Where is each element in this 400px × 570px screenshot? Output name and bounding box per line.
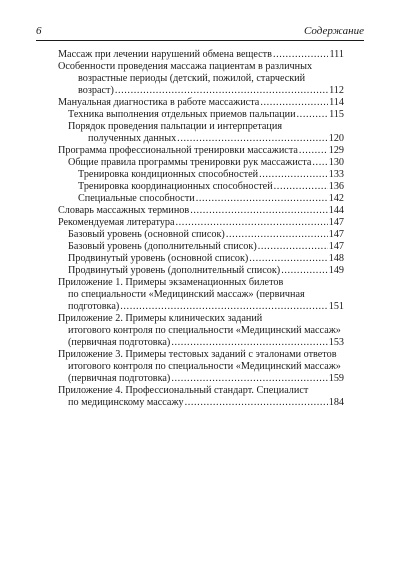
toc-entry[interactable] xyxy=(58,181,344,193)
toc-entry[interactable] xyxy=(58,313,344,349)
dot-leader xyxy=(171,337,327,349)
toc-entry[interactable] xyxy=(58,121,344,145)
toc-page-number: 120 xyxy=(328,133,344,144)
dot-leader xyxy=(249,253,327,265)
toc-page-number: 129 xyxy=(328,145,344,156)
toc-entry-title: Приложение 2. Примеры клинических заданий xyxy=(58,313,263,324)
toc-entry[interactable] xyxy=(58,277,344,313)
toc-entry[interactable] xyxy=(58,169,344,181)
section-title: Содержание xyxy=(303,25,364,37)
toc-page-number: 114 xyxy=(329,97,344,108)
toc-entry-title-cont: итогового контроля по специальности «Медицинский массаж» xyxy=(68,361,341,372)
dot-leader xyxy=(260,97,328,109)
toc-entry[interactable] xyxy=(58,241,344,253)
toc-entry-title: Словарь массажных терминов xyxy=(58,205,190,216)
toc-entry-title-cont: по медицинскому массажу xyxy=(68,397,184,408)
toc-entry-title: Мануальная диагностика в работе массажиста xyxy=(58,97,260,108)
dot-leader xyxy=(258,241,328,253)
toc-entry-title: Специальные способности xyxy=(78,193,195,204)
toc-entry-title-cont: подготовка) xyxy=(68,301,120,312)
toc-entry-title-cont: возраст) xyxy=(78,85,114,96)
toc-entry[interactable] xyxy=(58,109,344,121)
toc-entry-title: Базовый уровень (дополнительный список) xyxy=(68,241,257,252)
toc-page-number: 153 xyxy=(328,337,344,348)
toc-entry[interactable] xyxy=(58,193,344,205)
toc-entry[interactable] xyxy=(58,61,344,97)
toc-page-number: 184 xyxy=(328,397,344,408)
dot-leader xyxy=(120,301,327,313)
toc-entry[interactable] xyxy=(58,205,344,217)
toc-page-number: 151 xyxy=(328,301,344,312)
toc-entry-title-cont: (первичная подготовка) xyxy=(68,337,171,348)
toc-page-number: 147 xyxy=(328,241,344,252)
toc-entry-title: Продвинутый уровень (основной список) xyxy=(68,253,249,264)
toc-entry-title: Массаж при лечении нарушений обмена веществ xyxy=(58,49,272,60)
toc-entry-title: Приложение 4. Профессиональный стандарт. Специалист xyxy=(58,385,309,396)
toc-entry-title: Особенности проведения массажа пациентам в различных xyxy=(58,61,313,72)
dot-leader xyxy=(185,397,328,409)
toc-entry[interactable] xyxy=(58,265,344,277)
toc-entry-title: Продвинутый уровень (дополнительный список) xyxy=(68,265,281,276)
toc-entry[interactable] xyxy=(58,157,344,169)
toc-entry-title: Тренировка координационных способностей xyxy=(78,181,273,192)
dot-leader xyxy=(171,373,327,385)
toc-entry-title-cont: по специальности «Медицинский массаж» (первичная xyxy=(68,289,305,300)
header-rule xyxy=(36,40,364,41)
toc-entry[interactable] xyxy=(58,253,344,265)
toc-entry-title: Базовый уровень (основной список) xyxy=(68,229,225,240)
dot-leader xyxy=(312,157,327,169)
toc-page-number: 159 xyxy=(328,373,344,384)
table-of-contents xyxy=(58,49,344,409)
dot-leader xyxy=(273,49,329,61)
toc-entry-title: Техника выполнения отдельных приемов пальпации xyxy=(68,109,296,120)
dot-leader xyxy=(297,109,329,121)
toc-entry-title: Тренировка кондиционных способностей xyxy=(78,169,259,180)
dot-leader xyxy=(190,205,328,217)
toc-page-number: 144 xyxy=(328,205,344,216)
toc-entry[interactable] xyxy=(58,49,344,61)
dot-leader xyxy=(196,193,328,205)
toc-page-number: 133 xyxy=(328,169,344,180)
toc-entry-title-cont: возрастные периоды (детский, пожилой, старческий xyxy=(78,73,306,84)
dot-leader xyxy=(176,217,328,229)
dot-leader xyxy=(226,229,328,241)
toc-entry-title: Порядок проведения пальпации и интерпретация xyxy=(68,121,283,132)
toc-entry[interactable] xyxy=(58,229,344,241)
dot-leader xyxy=(274,181,328,193)
toc-page-number: 111 xyxy=(329,49,344,60)
toc-page-number: 112 xyxy=(329,85,344,96)
toc-entry-title: Программа профессиональной тренировки массажиста xyxy=(58,145,298,156)
toc-page-number: 147 xyxy=(328,229,344,240)
toc-page-number: 142 xyxy=(328,193,344,204)
toc-entry-title: Рекомендуемая литература xyxy=(58,217,175,228)
toc-entry[interactable] xyxy=(58,97,344,109)
toc-entry[interactable] xyxy=(58,385,344,409)
dot-leader xyxy=(177,133,328,145)
toc-entry-title: Приложение 1. Примеры экзаменационных билетов xyxy=(58,277,284,288)
toc-entry-title: Общие правила программы тренировки рук массажиста xyxy=(68,157,312,168)
toc-entry-title-cont: (первичная подготовка) xyxy=(68,373,171,384)
toc-page-number: 130 xyxy=(328,157,344,168)
page-number: 6 xyxy=(36,25,42,37)
toc-page-number: 136 xyxy=(328,181,344,192)
toc-page-number: 149 xyxy=(328,265,344,276)
dot-leader xyxy=(299,145,328,157)
toc-page-number: 147 xyxy=(328,217,344,228)
dot-leader xyxy=(115,85,328,97)
running-header xyxy=(36,24,364,38)
toc-entry[interactable] xyxy=(58,349,344,385)
toc-entry-title-cont: итогового контроля по специальности «Медицинский массаж» xyxy=(68,325,341,336)
toc-entry[interactable] xyxy=(58,217,344,229)
dot-leader xyxy=(281,265,328,277)
toc-entry-title-cont: полученных данных xyxy=(88,133,177,144)
toc-entry-title: Приложение 3. Примеры тестовых заданий с эталонами ответов xyxy=(58,349,337,360)
toc-page-number: 115 xyxy=(329,109,344,120)
toc-page-number: 148 xyxy=(328,253,344,264)
dot-leader xyxy=(259,169,328,181)
toc-entry[interactable] xyxy=(58,145,344,157)
